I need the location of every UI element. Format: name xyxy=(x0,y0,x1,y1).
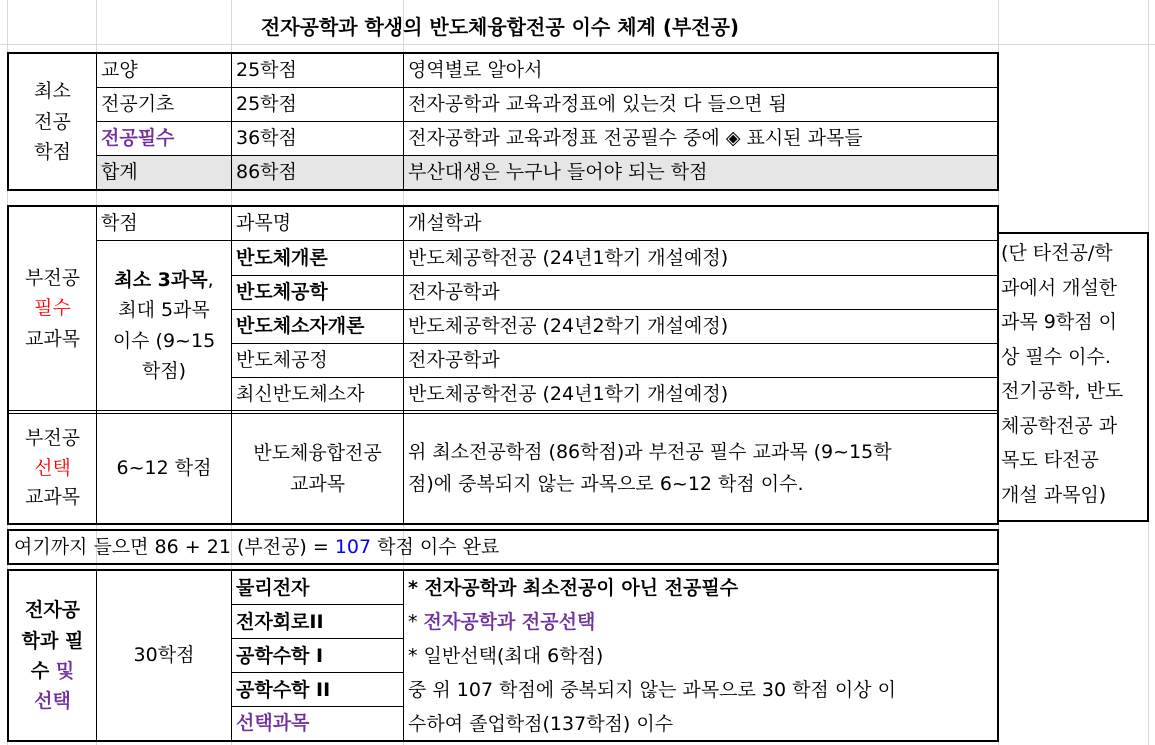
minor-elective-credits: 6~12 학점 xyxy=(116,456,212,479)
ee-course: 선택과목 xyxy=(236,712,310,734)
row-name: 합계 xyxy=(101,161,138,183)
row-credits: 25학점 xyxy=(236,93,297,115)
row-desc: 전자공학과 교육과정표에 있는것 다 들으면 됨 xyxy=(408,93,787,115)
min-credits-label: 최소 전공 학점 xyxy=(34,80,71,164)
course-name: 최신반도체소자 xyxy=(236,383,365,405)
summary-line: 여기까지 들으면 86 + 21 (부전공) = 107 학점 이수 완료 xyxy=(14,536,500,558)
course-name: 반도체개론 xyxy=(236,247,328,269)
course-dept: 전자공학과 xyxy=(408,349,500,371)
row-credits: 36학점 xyxy=(236,127,297,149)
header-course: 과목명 xyxy=(236,212,292,234)
page-title: 전자공학과 학생의 반도체융합전공 이수 체계 (부전공) xyxy=(260,15,740,39)
course-dept: 반도체공학전공 (24년2학기 개설예정) xyxy=(408,315,729,337)
row-name: 전공기초 xyxy=(101,93,175,115)
minor-required-rule: 최소 3과목, 최대 5과목 이수 (9~15 학점) xyxy=(112,268,216,382)
course-dept: 반도체공학전공 (24년1학기 개설예정) xyxy=(408,247,729,269)
ee-credits: 30학점 xyxy=(133,644,195,667)
row-desc: 영역별로 알아서 xyxy=(408,59,543,81)
course-name: 반도체소자개론 xyxy=(236,315,365,337)
ee-course: 공학수학 II xyxy=(236,679,331,701)
minor-required-label: 부전공 필수 교과목 xyxy=(24,266,81,350)
ee-course: 물리전자 xyxy=(236,577,310,599)
course-dept: 반도체공학전공 (24년1학기 개설예정) xyxy=(408,383,729,405)
row-desc: 부산대생은 누구나 들어야 되는 학점 xyxy=(408,161,708,183)
ee-course: 전자회로II xyxy=(236,611,324,633)
ee-label: 전자공 학과 필 수 및 선택 xyxy=(21,599,84,713)
side-note: (단 타전공/학 과에서 개설한 과목 9학점 이 상 필수 이수. 전기공학, 반도 체공학전공 과 목도 타전공 개설 과목임) xyxy=(1001,242,1124,506)
ee-course: 공학수학 I xyxy=(236,645,324,667)
minor-elective-desc: 위 최소전공학점 (86학점)과 부전공 필수 교과목 (9~15학 점)에 중복되지 않는 과목으로 6~12 학점 이수. xyxy=(408,441,892,495)
header-credits: 학점 xyxy=(101,212,138,234)
minor-elective-course: 반도체융합전공 교과목 xyxy=(253,442,382,495)
row-credits: 25학점 xyxy=(236,59,297,81)
course-name: 반도체공학 xyxy=(236,281,328,303)
row-desc: 전자공학과 교육과정표 전공필수 중에 ◈ 표시된 과목들 xyxy=(408,127,863,149)
course-dept: 전자공학과 xyxy=(408,281,500,303)
row-name: 전공필수 xyxy=(101,127,175,149)
course-name: 반도체공정 xyxy=(236,349,328,371)
row-credits: 86학점 xyxy=(236,161,297,183)
minor-elective-label: 부전공 선택 교과목 xyxy=(24,427,81,509)
ee-notes: * 전자공학과 최소전공이 아닌 전공필수 * 전자공학과 전공선택 * 일반선택(최대 6학점) 중 위 107 학점에 중복되지 않는 과목으로 30 학점 이상 이 수하여 졸업학점(137학점) 이수 xyxy=(408,577,896,735)
row-name: 교양 xyxy=(101,59,138,81)
header-dept: 개설학과 xyxy=(408,212,482,234)
